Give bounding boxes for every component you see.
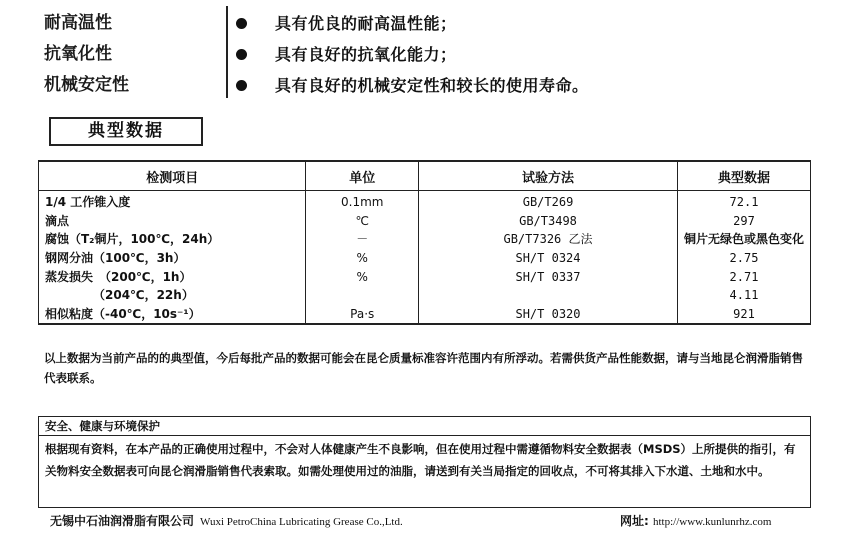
feature-label: 抗氧化性 [44, 44, 112, 64]
cell-method: SH/T 0337 [419, 267, 678, 286]
cell-method: GB/T269 [419, 191, 678, 212]
cell-item: 蒸发损失 （200℃，1h） [39, 267, 306, 286]
cell-value: 铜片无绿色或黑色变化 [677, 230, 810, 249]
cell-unit: － [306, 230, 419, 249]
table-row [39, 212, 811, 231]
table-header-row [39, 161, 811, 191]
table-row [39, 249, 811, 268]
column-header-unit: 单位 [306, 161, 419, 191]
cell-unit [306, 286, 419, 305]
footer-website [620, 512, 771, 529]
company-name-cn: 无锡中石油润滑脂有限公司 [50, 514, 195, 528]
safety-title: 安全、健康与环境保护 [39, 417, 810, 436]
cell-method [419, 286, 678, 305]
cell-value: 921 [677, 305, 810, 325]
cell-unit: 0.1mm [306, 191, 419, 212]
feature-bullet [236, 70, 836, 101]
cell-item: 滴点 [39, 212, 306, 231]
vertical-divider [226, 6, 228, 98]
feature-bullet-text: 具有良好的抗氧化能力； [275, 45, 457, 64]
feature-label: 机械安定性 [44, 75, 129, 95]
cell-method: SH/T 0324 [419, 249, 678, 268]
website-label: 网址: [620, 514, 649, 528]
column-header-value: 典型数据 [677, 161, 810, 191]
column-header-method: 试验方法 [419, 161, 678, 191]
cell-unit: Pa·s [306, 305, 419, 325]
cell-item: （204℃，22h） [39, 286, 306, 305]
column-header-item: 检测项目 [39, 161, 306, 191]
section-title: 典型数据 [49, 117, 203, 146]
website-url: http://www.kunlunrhz.com [653, 516, 772, 528]
cell-unit: % [306, 249, 419, 268]
feature-bullet [236, 8, 836, 39]
feature-labels [44, 8, 224, 101]
cell-item: 1/4 工作锥入度 [39, 191, 306, 212]
feature-bullets [236, 8, 836, 101]
cell-value: 4.11 [677, 286, 810, 305]
cell-unit: % [306, 267, 419, 286]
bullet-dot-icon [236, 49, 247, 60]
cell-value: 2.71 [677, 267, 810, 286]
data-note: 以上数据为当前产品的的典型值，今后每批产品的数据可能会在昆仑质量标准容许范围内有所浮动。若需供货产品性能数据，请与当地昆仑润滑脂销售代表联系。 [44, 351, 803, 385]
cell-method: GB/T7326 乙法 [419, 230, 678, 249]
cell-item: 钢网分油（100℃，3h） [39, 249, 306, 268]
bullet-dot-icon [236, 80, 247, 91]
feature-label: 耐高温性 [44, 13, 112, 33]
cell-value: 72.1 [677, 191, 810, 212]
cell-method: GB/T3498 [419, 212, 678, 231]
feature-bullet [236, 39, 836, 70]
table-row [39, 305, 811, 325]
feature-bullet-text: 具有良好的机械安定性和较长的使用寿命。 [275, 76, 589, 95]
cell-method: SH/T 0320 [419, 305, 678, 325]
table-row [39, 230, 811, 249]
table-row [39, 191, 811, 212]
cell-unit: ℃ [306, 212, 419, 231]
company-name-en: Wuxi PetroChina Lubricating Grease Co.,Ltd. [200, 516, 403, 528]
cell-value: 2.75 [677, 249, 810, 268]
feature-bullet-text: 具有优良的耐高温性能； [275, 14, 457, 33]
bullet-dot-icon [236, 18, 247, 29]
typical-data-table [38, 160, 811, 325]
safety-section [38, 416, 811, 508]
cell-value: 297 [677, 212, 810, 231]
table-row [39, 286, 811, 305]
cell-item: 腐蚀（T₂铜片，100℃，24h） [39, 230, 306, 249]
footer-company [50, 512, 403, 529]
safety-body: 根据现有资料，在本产品的正确使用过程中，不会对人体健康产生不良影响，但在使用过程中需遵循物料安全数据表（MSDS）上所提供的指引，有关物料安全数据表可向昆仑润滑脂销售代表索取。如需处理使用过的油脂，请送到有关当局指定的回收点，不可将其排入下水道、土地和水中。 [45, 442, 796, 478]
table-row [39, 267, 811, 286]
cell-item: 相似粘度（-40℃，10s⁻¹） [39, 305, 306, 325]
